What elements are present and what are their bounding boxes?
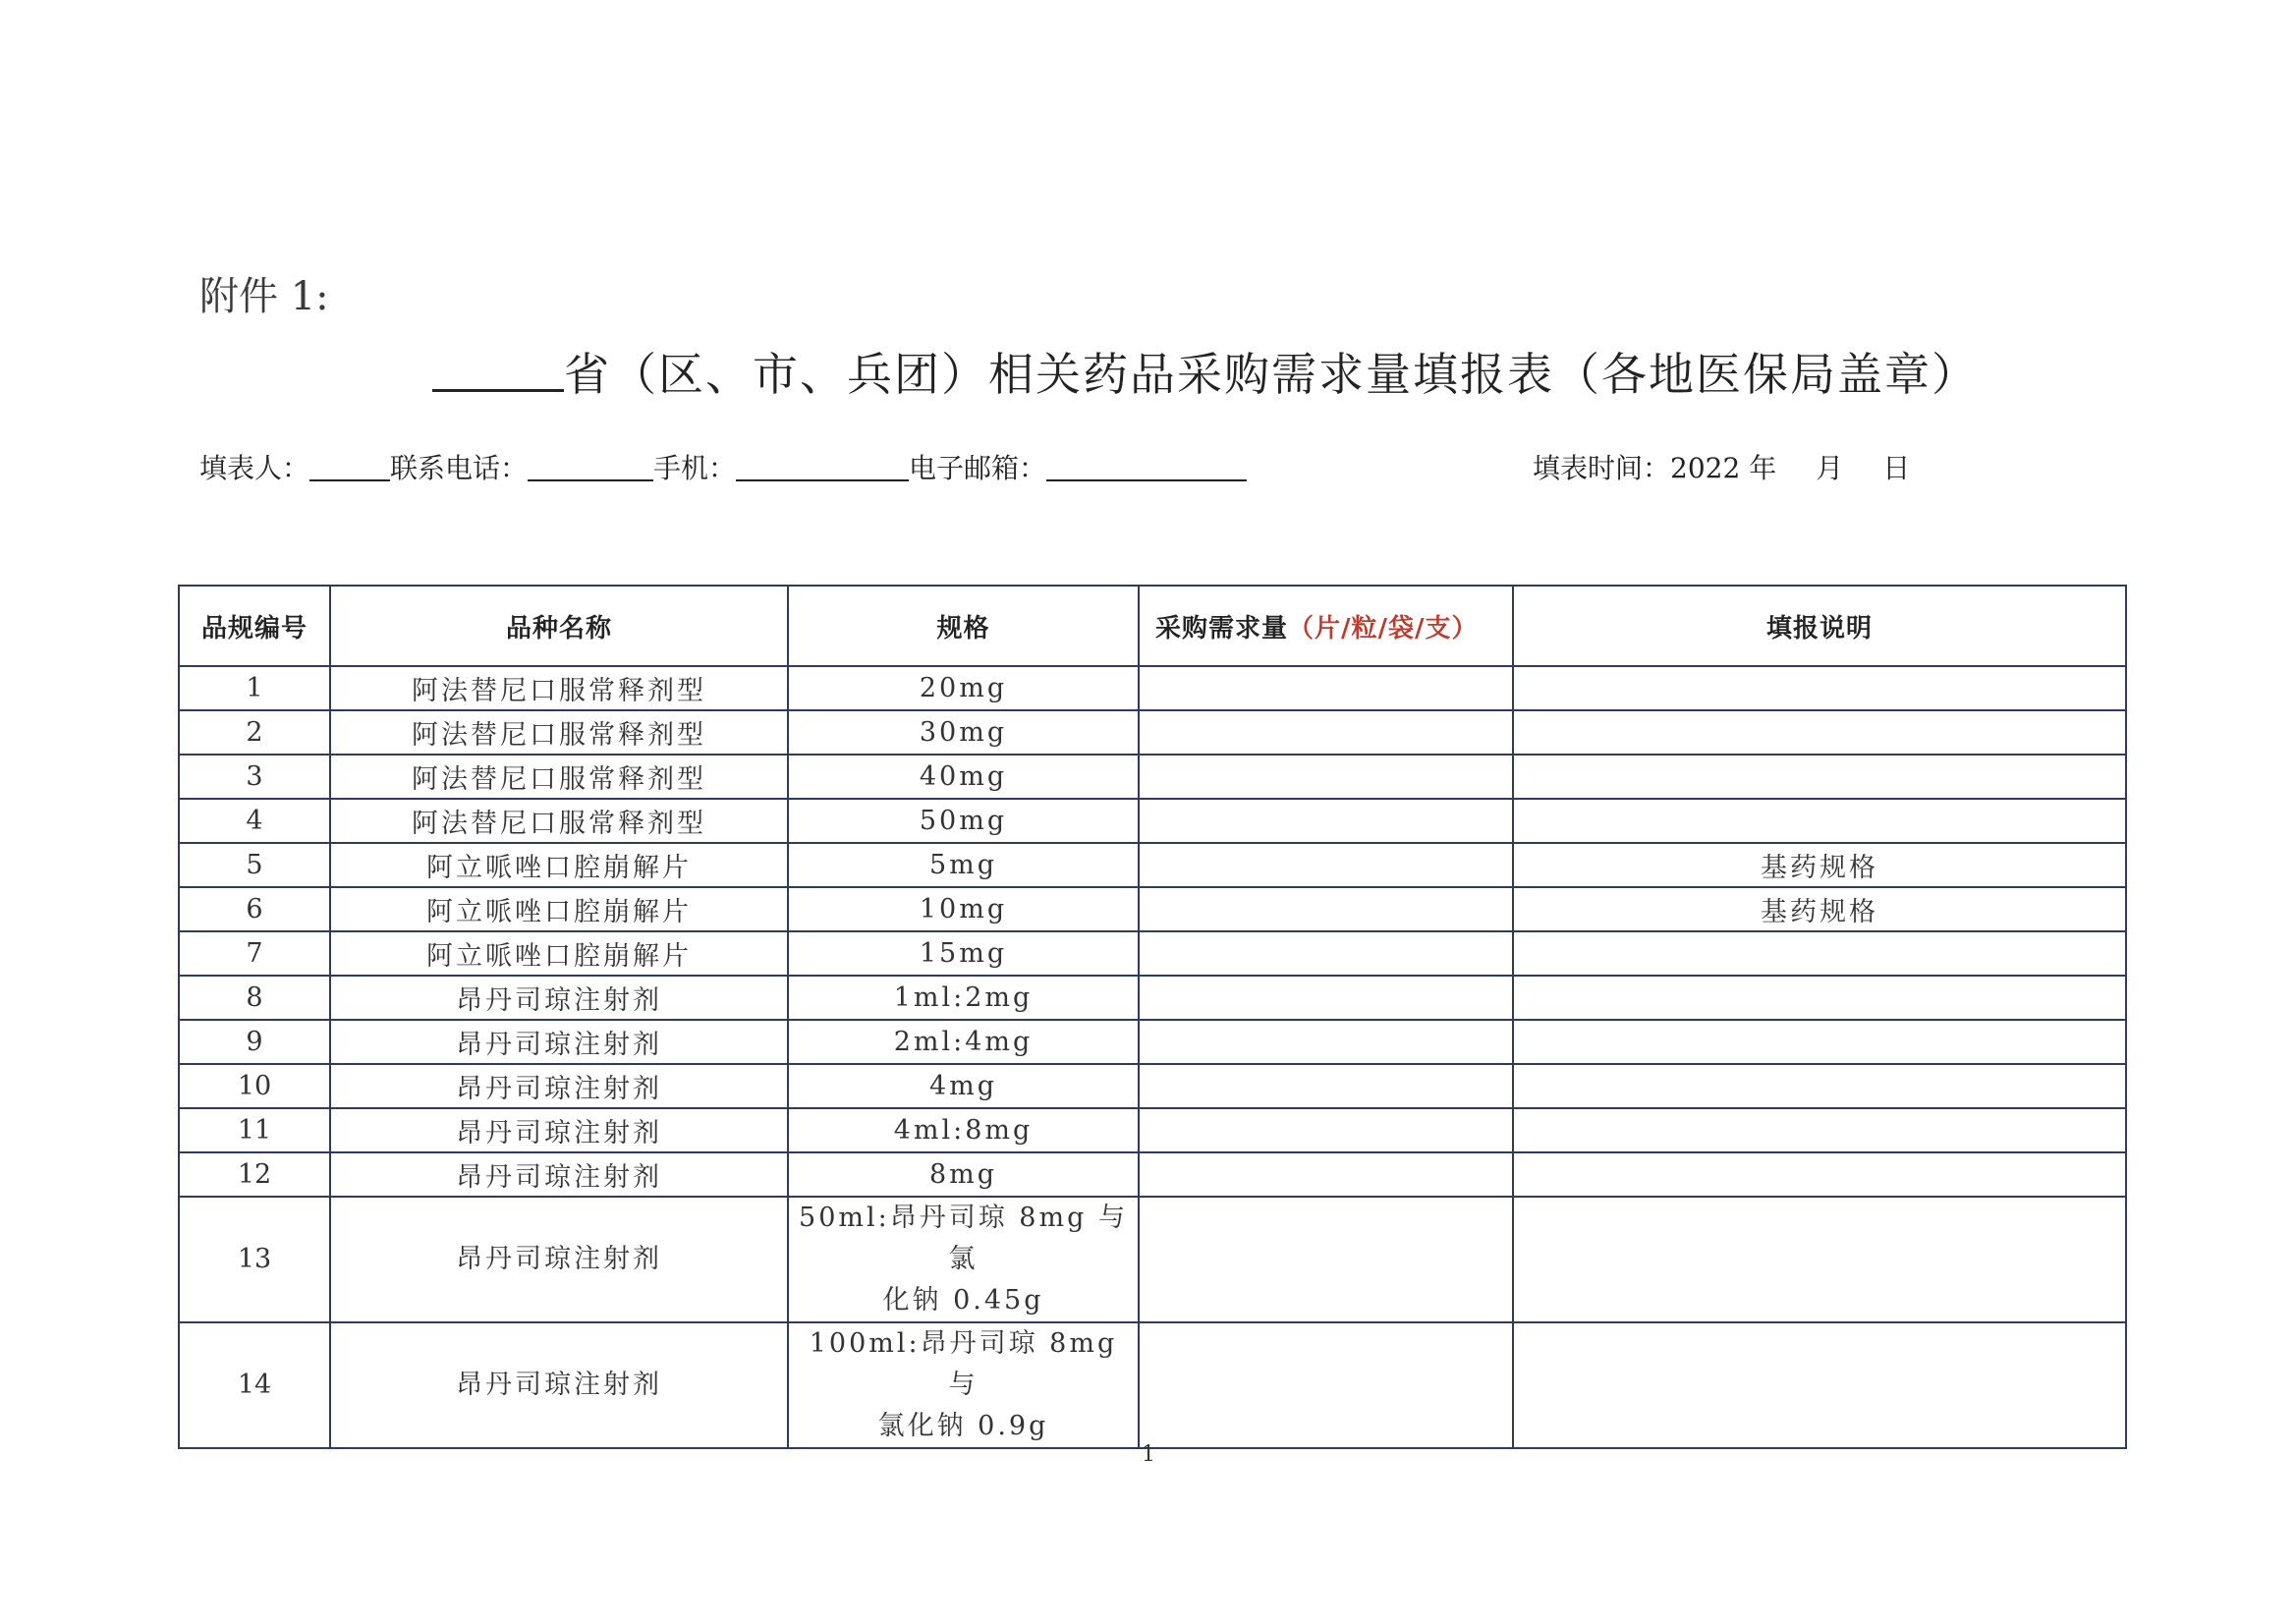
cell-name: 昂丹司琼注射剂	[330, 1020, 788, 1064]
mobile-field[interactable]	[736, 454, 909, 481]
table-row	[179, 887, 2126, 931]
cell-name: 昂丹司琼注射剂	[330, 1322, 788, 1448]
header-code: 品规编号	[179, 586, 330, 666]
table-row	[179, 1322, 2126, 1448]
cell-note[interactable]	[1513, 1108, 2126, 1152]
cell-spec-line: 100ml:昂丹司琼 8mg 与	[809, 1328, 1118, 1400]
cell-demand-input[interactable]	[1139, 887, 1513, 931]
cell-demand-input[interactable]	[1139, 976, 1513, 1020]
date-month-unit: 月	[1816, 452, 1844, 484]
cell-name: 昂丹司琼注射剂	[330, 1064, 788, 1108]
email-label: 电子邮箱：	[909, 452, 1047, 484]
date-day-unit: 日	[1882, 452, 1911, 484]
cell-spec: 50mg	[788, 799, 1139, 843]
cell-spec: 30mg	[788, 710, 1139, 755]
header-note: 填报说明	[1513, 586, 2126, 666]
filler-field[interactable]	[309, 454, 390, 481]
cell-note[interactable]	[1513, 666, 2126, 710]
cell-spec: 1ml:2mg	[788, 976, 1139, 1020]
cell-name: 阿法替尼口服常释剂型	[330, 799, 788, 843]
cell-note[interactable]	[1513, 976, 2126, 1020]
cell-name: 阿法替尼口服常释剂型	[330, 666, 788, 710]
title-text: 省（区、市、兵团）相关药品采购需求量填报表（各地医保局盖章）	[564, 348, 1979, 401]
cell-spec: 5mg	[788, 843, 1139, 887]
cell-name: 阿法替尼口服常释剂型	[330, 710, 788, 755]
phone-label: 联系电话：	[390, 452, 529, 484]
table-row	[179, 1152, 2126, 1197]
cell-code: 4	[179, 799, 330, 843]
date-year: 2022	[1670, 452, 1741, 484]
email-field[interactable]	[1046, 454, 1247, 481]
cell-note[interactable]: 基药规格	[1513, 887, 2126, 931]
table-row	[179, 843, 2126, 887]
cell-note[interactable]	[1513, 755, 2126, 799]
cell-name: 昂丹司琼注射剂	[330, 1108, 788, 1152]
document-title	[432, 339, 1979, 404]
mobile-label: 手机：	[653, 452, 737, 484]
cell-code: 2	[179, 710, 330, 755]
table-row	[179, 666, 2126, 710]
table-header-row	[179, 586, 2126, 666]
cell-code: 7	[179, 931, 330, 976]
cell-note[interactable]: 基药规格	[1513, 843, 2126, 887]
cell-note[interactable]	[1513, 1322, 2126, 1448]
cell-demand-input[interactable]	[1139, 1064, 1513, 1108]
cell-code: 3	[179, 755, 330, 799]
header-demand-unit: （片/粒/袋/支）	[1288, 613, 1479, 644]
cell-demand-input[interactable]	[1139, 931, 1513, 976]
cell-spec: 15mg	[788, 931, 1139, 976]
table-row	[179, 710, 2126, 755]
cell-spec: 2ml:4mg	[788, 1020, 1139, 1064]
phone-field[interactable]	[528, 454, 653, 481]
table-row	[179, 755, 2126, 799]
cell-code: 6	[179, 887, 330, 931]
table-row	[179, 799, 2126, 843]
cell-note[interactable]	[1513, 799, 2126, 843]
date-label: 填表时间：	[1533, 452, 1671, 484]
page-number: 1	[1142, 1442, 1155, 1467]
cell-name: 阿立哌唑口腔崩解片	[330, 887, 788, 931]
cell-demand-input[interactable]	[1139, 666, 1513, 710]
cell-code: 1	[179, 666, 330, 710]
cell-note[interactable]	[1513, 710, 2126, 755]
cell-demand-input[interactable]	[1139, 799, 1513, 843]
cell-spec	[788, 1197, 1139, 1322]
cell-demand-input[interactable]	[1139, 843, 1513, 887]
cell-code: 10	[179, 1064, 330, 1108]
cell-demand-input[interactable]	[1139, 1197, 1513, 1322]
cell-code: 14	[179, 1322, 330, 1448]
cell-demand-input[interactable]	[1139, 1322, 1513, 1448]
cell-spec: 10mg	[788, 887, 1139, 931]
cell-demand-input[interactable]	[1139, 1152, 1513, 1197]
cell-spec: 8mg	[788, 1152, 1139, 1197]
fill-date	[1533, 447, 1910, 486]
cell-code: 5	[179, 843, 330, 887]
cell-code: 13	[179, 1197, 330, 1322]
cell-code: 9	[179, 1020, 330, 1064]
province-blank-field[interactable]	[432, 350, 564, 392]
cell-name: 阿立哌唑口腔崩解片	[330, 931, 788, 976]
demand-table	[178, 585, 2127, 1449]
table-row	[179, 1197, 2126, 1322]
cell-spec	[788, 1322, 1139, 1448]
filler-label: 填表人：	[199, 452, 310, 484]
cell-demand-input[interactable]	[1139, 1020, 1513, 1064]
cell-name: 阿法替尼口服常释剂型	[330, 755, 788, 799]
cell-note[interactable]	[1513, 1064, 2126, 1108]
cell-note[interactable]	[1513, 931, 2126, 976]
header-spec: 规格	[788, 586, 1139, 666]
cell-spec-line: 50ml:昂丹司琼 8mg 与氯	[799, 1203, 1128, 1274]
table-row	[179, 1020, 2126, 1064]
cell-name: 昂丹司琼注射剂	[330, 1152, 788, 1197]
cell-demand-input[interactable]	[1139, 1108, 1513, 1152]
header-name: 品种名称	[330, 586, 788, 666]
cell-note[interactable]	[1513, 1152, 2126, 1197]
date-year-unit: 年	[1749, 452, 1777, 484]
attachment-label: 附件 1:	[199, 274, 329, 319]
cell-code: 8	[179, 976, 330, 1020]
cell-name: 阿立哌唑口腔崩解片	[330, 843, 788, 887]
table-row	[179, 976, 2126, 1020]
cell-spec: 4mg	[788, 1064, 1139, 1108]
filler-info-row	[199, 447, 1247, 486]
cell-note[interactable]	[1513, 1020, 2126, 1064]
cell-spec-line: 氯化钠 0.9g	[877, 1411, 1049, 1441]
table-row	[179, 1064, 2126, 1108]
cell-name: 昂丹司琼注射剂	[330, 1197, 788, 1322]
table-row	[179, 931, 2126, 976]
header-demand	[1139, 586, 1513, 666]
cell-name: 昂丹司琼注射剂	[330, 976, 788, 1020]
table-row	[179, 1108, 2126, 1152]
cell-demand-input[interactable]	[1139, 710, 1513, 755]
cell-spec: 4ml:8mg	[788, 1108, 1139, 1152]
cell-code: 12	[179, 1152, 330, 1197]
header-demand-label: 采购需求量	[1155, 613, 1289, 644]
cell-demand-input[interactable]	[1139, 755, 1513, 799]
cell-code: 11	[179, 1108, 330, 1152]
cell-spec-line: 化钠 0.45g	[882, 1285, 1044, 1316]
cell-note[interactable]	[1513, 1197, 2126, 1322]
cell-spec: 40mg	[788, 755, 1139, 799]
cell-spec: 20mg	[788, 666, 1139, 710]
